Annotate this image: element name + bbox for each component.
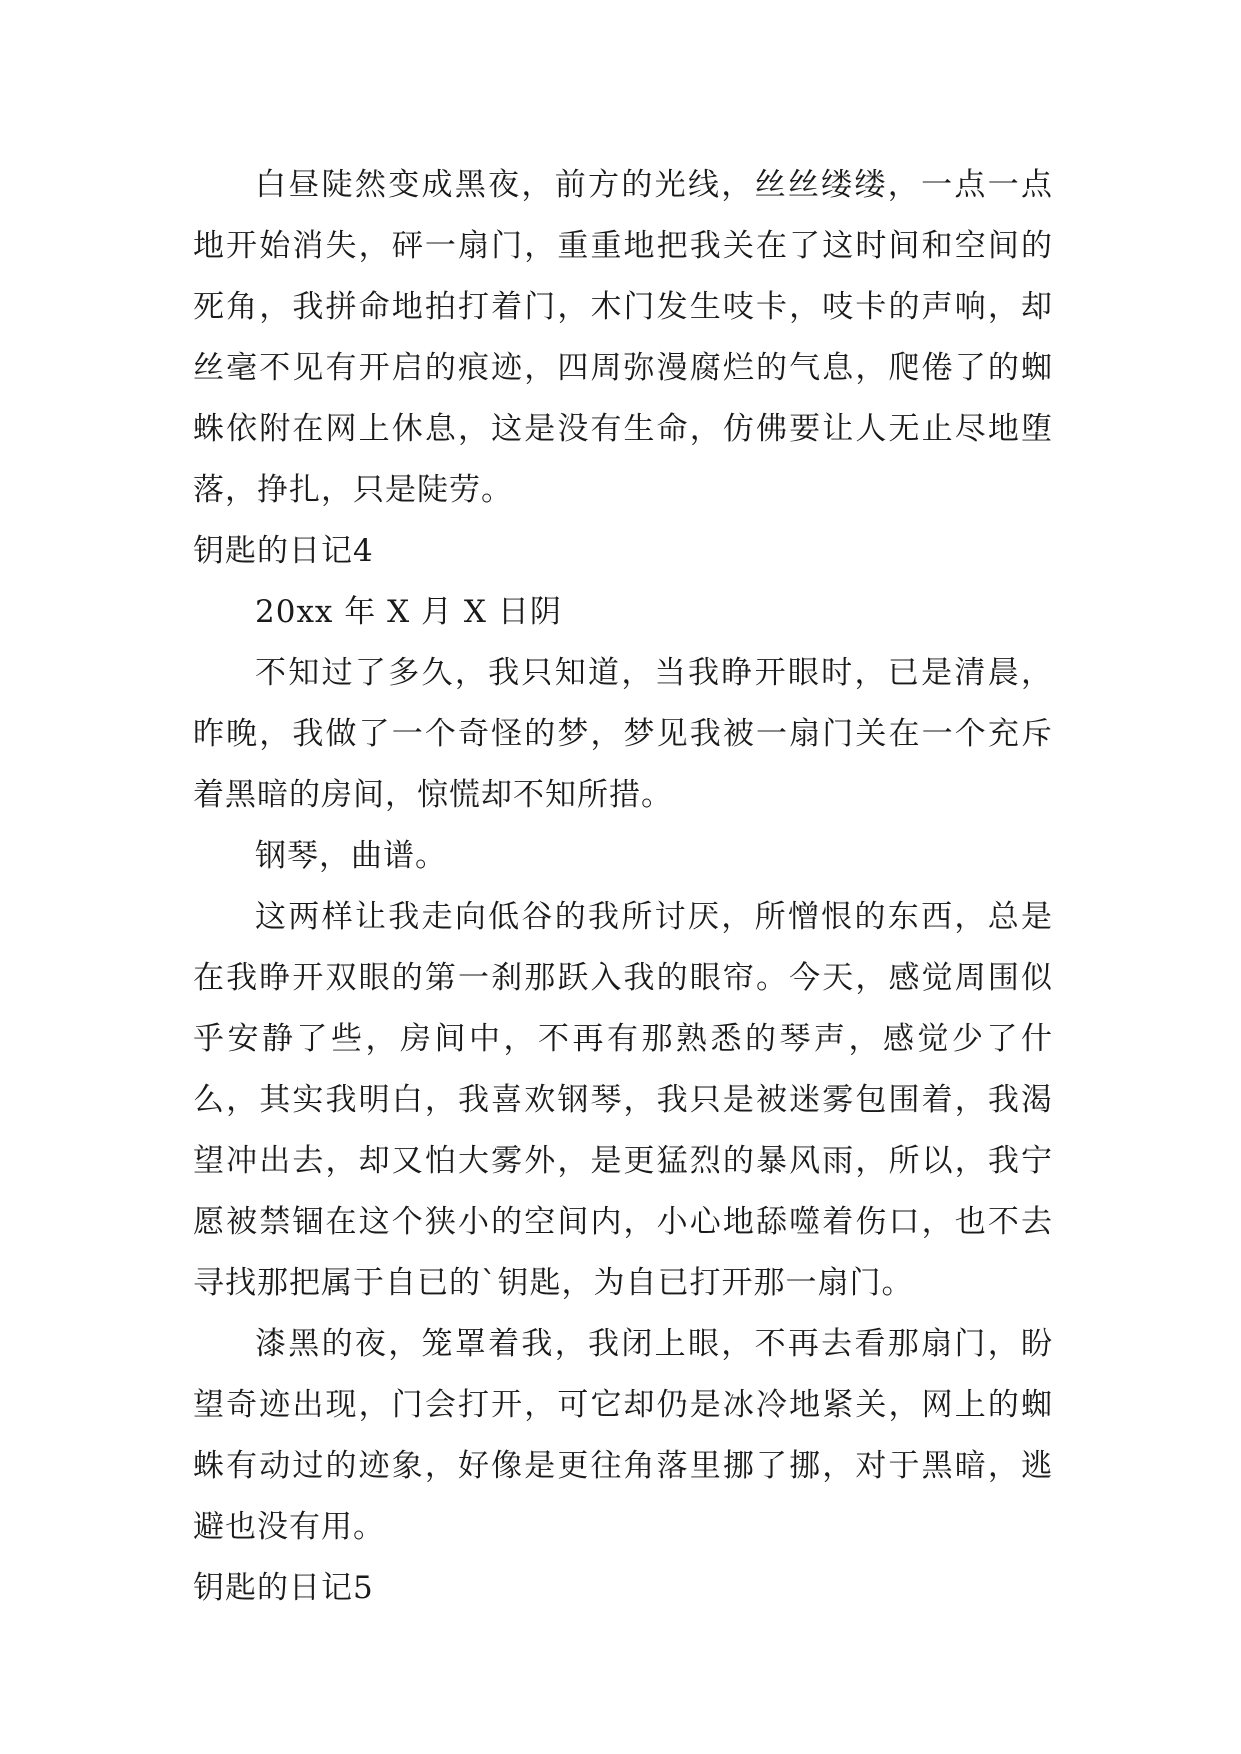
date-line: 20xx 年 X 月 X 日阴 — [255, 594, 562, 630]
text-column — [193, 155, 1053, 1619]
paragraph: 这两样让我走向低谷的我所讨厌，所憎恨的东西，总是在我睁开双眼的第一刹那跃入我的眼帘。今天，感觉周围似乎安静了些，房间中，不再有那熟悉的琴声，感觉少了什么，其实我明白，我喜欢钢琴，我只是被迷雾包围着，我渴望冲出去，却又怕大雾外，是更猛烈的暴风雨，所以，我宁愿被禁锢在这个狭小的空间内，小心地舔噬着伤口，也不去寻找那把属于自已的`钥匙，为自已打开那一扇门。 — [193, 899, 1053, 1301]
section-heading: 钥匙的日记5 — [193, 1570, 374, 1606]
paragraph: 白昼陡然变成黑夜，前方的光线，丝丝缕缕，一点一点地开始消失，砰一扇门，重重地把我关在了这时间和空间的死角，我拼命地拍打着门，木门发生吱卡，吱卡的声响，却丝毫不见有开启的痕迹，四周弥漫腐烂的气息，爬倦了的蜘蛛依附在网上休息，这是没有生命，仿佛要让人无止尽地堕落，挣扎，只是陡劳。 — [193, 167, 1053, 508]
paragraph: 漆黑的夜，笼罩着我，我闭上眼，不再去看那扇门，盼望奇迹出现，门会打开，可它却仍是冰冷地紧关，网上的蜘蛛有动过的迹象，好像是更往角落里挪了挪，对于黑暗，逃避也没有用。 — [193, 1326, 1053, 1545]
paragraph: 不知过了多久，我只知道，当我睁开眼时，已是清晨，昨晚，我做了一个奇怪的梦，梦见我被一扇门关在一个充斥着黑暗的房间，惊慌却不知所措。 — [193, 655, 1053, 813]
section-heading: 钥匙的日记4 — [193, 533, 374, 569]
paragraph: 钢琴，曲谱。 — [255, 838, 447, 874]
